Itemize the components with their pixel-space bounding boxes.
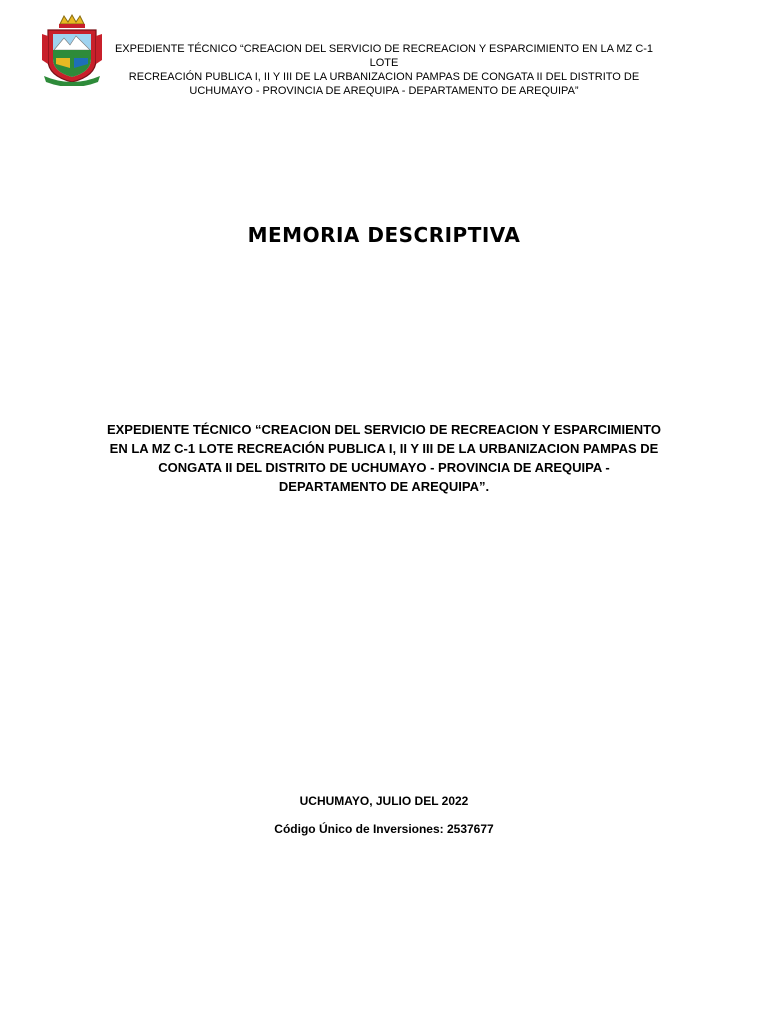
project-title-line: EN LA MZ C-1 LOTE RECREACIÓN PUBLICA I, II Y III DE LA URBANIZACION PAMPAS DE — [109, 441, 659, 456]
coat-of-arms-icon — [40, 14, 104, 86]
investment-code: Código Único de Inversiones: 2537677 — [274, 822, 494, 836]
project-title — [104, 420, 664, 496]
running-header — [108, 42, 660, 98]
header-line: RECREACIÓN PUBLICA I, II Y III DE LA URBANIZACION PAMPAS DE CONGATA II DEL DISTRITO DE — [128, 71, 640, 83]
document-title: MEMORIA DESCRIPTIVA — [247, 223, 521, 247]
place-and-date: UCHUMAYO, JULIO DEL 2022 — [299, 794, 469, 808]
project-title-line: CONGATA II DEL DISTRITO DE UCHUMAYO - PROVINCIA DE AREQUIPA - — [158, 460, 610, 475]
header-line: UCHUMAYO - PROVINCIA DE AREQUIPA - DEPARTAMENTO DE AREQUIPA” — [189, 85, 579, 97]
project-title-line: EXPEDIENTE TÉCNICO “CREACION DEL SERVICIO DE RECREACION Y ESPARCIMIENTO — [106, 422, 662, 437]
header-line: EXPEDIENTE TÉCNICO “CREACION DEL SERVICIO DE RECREACION Y ESPARCIMIENTO EN LA MZ C-1 LOTE — [114, 43, 654, 69]
project-title-line: DEPARTAMENTO DE AREQUIPA”. — [278, 479, 490, 494]
